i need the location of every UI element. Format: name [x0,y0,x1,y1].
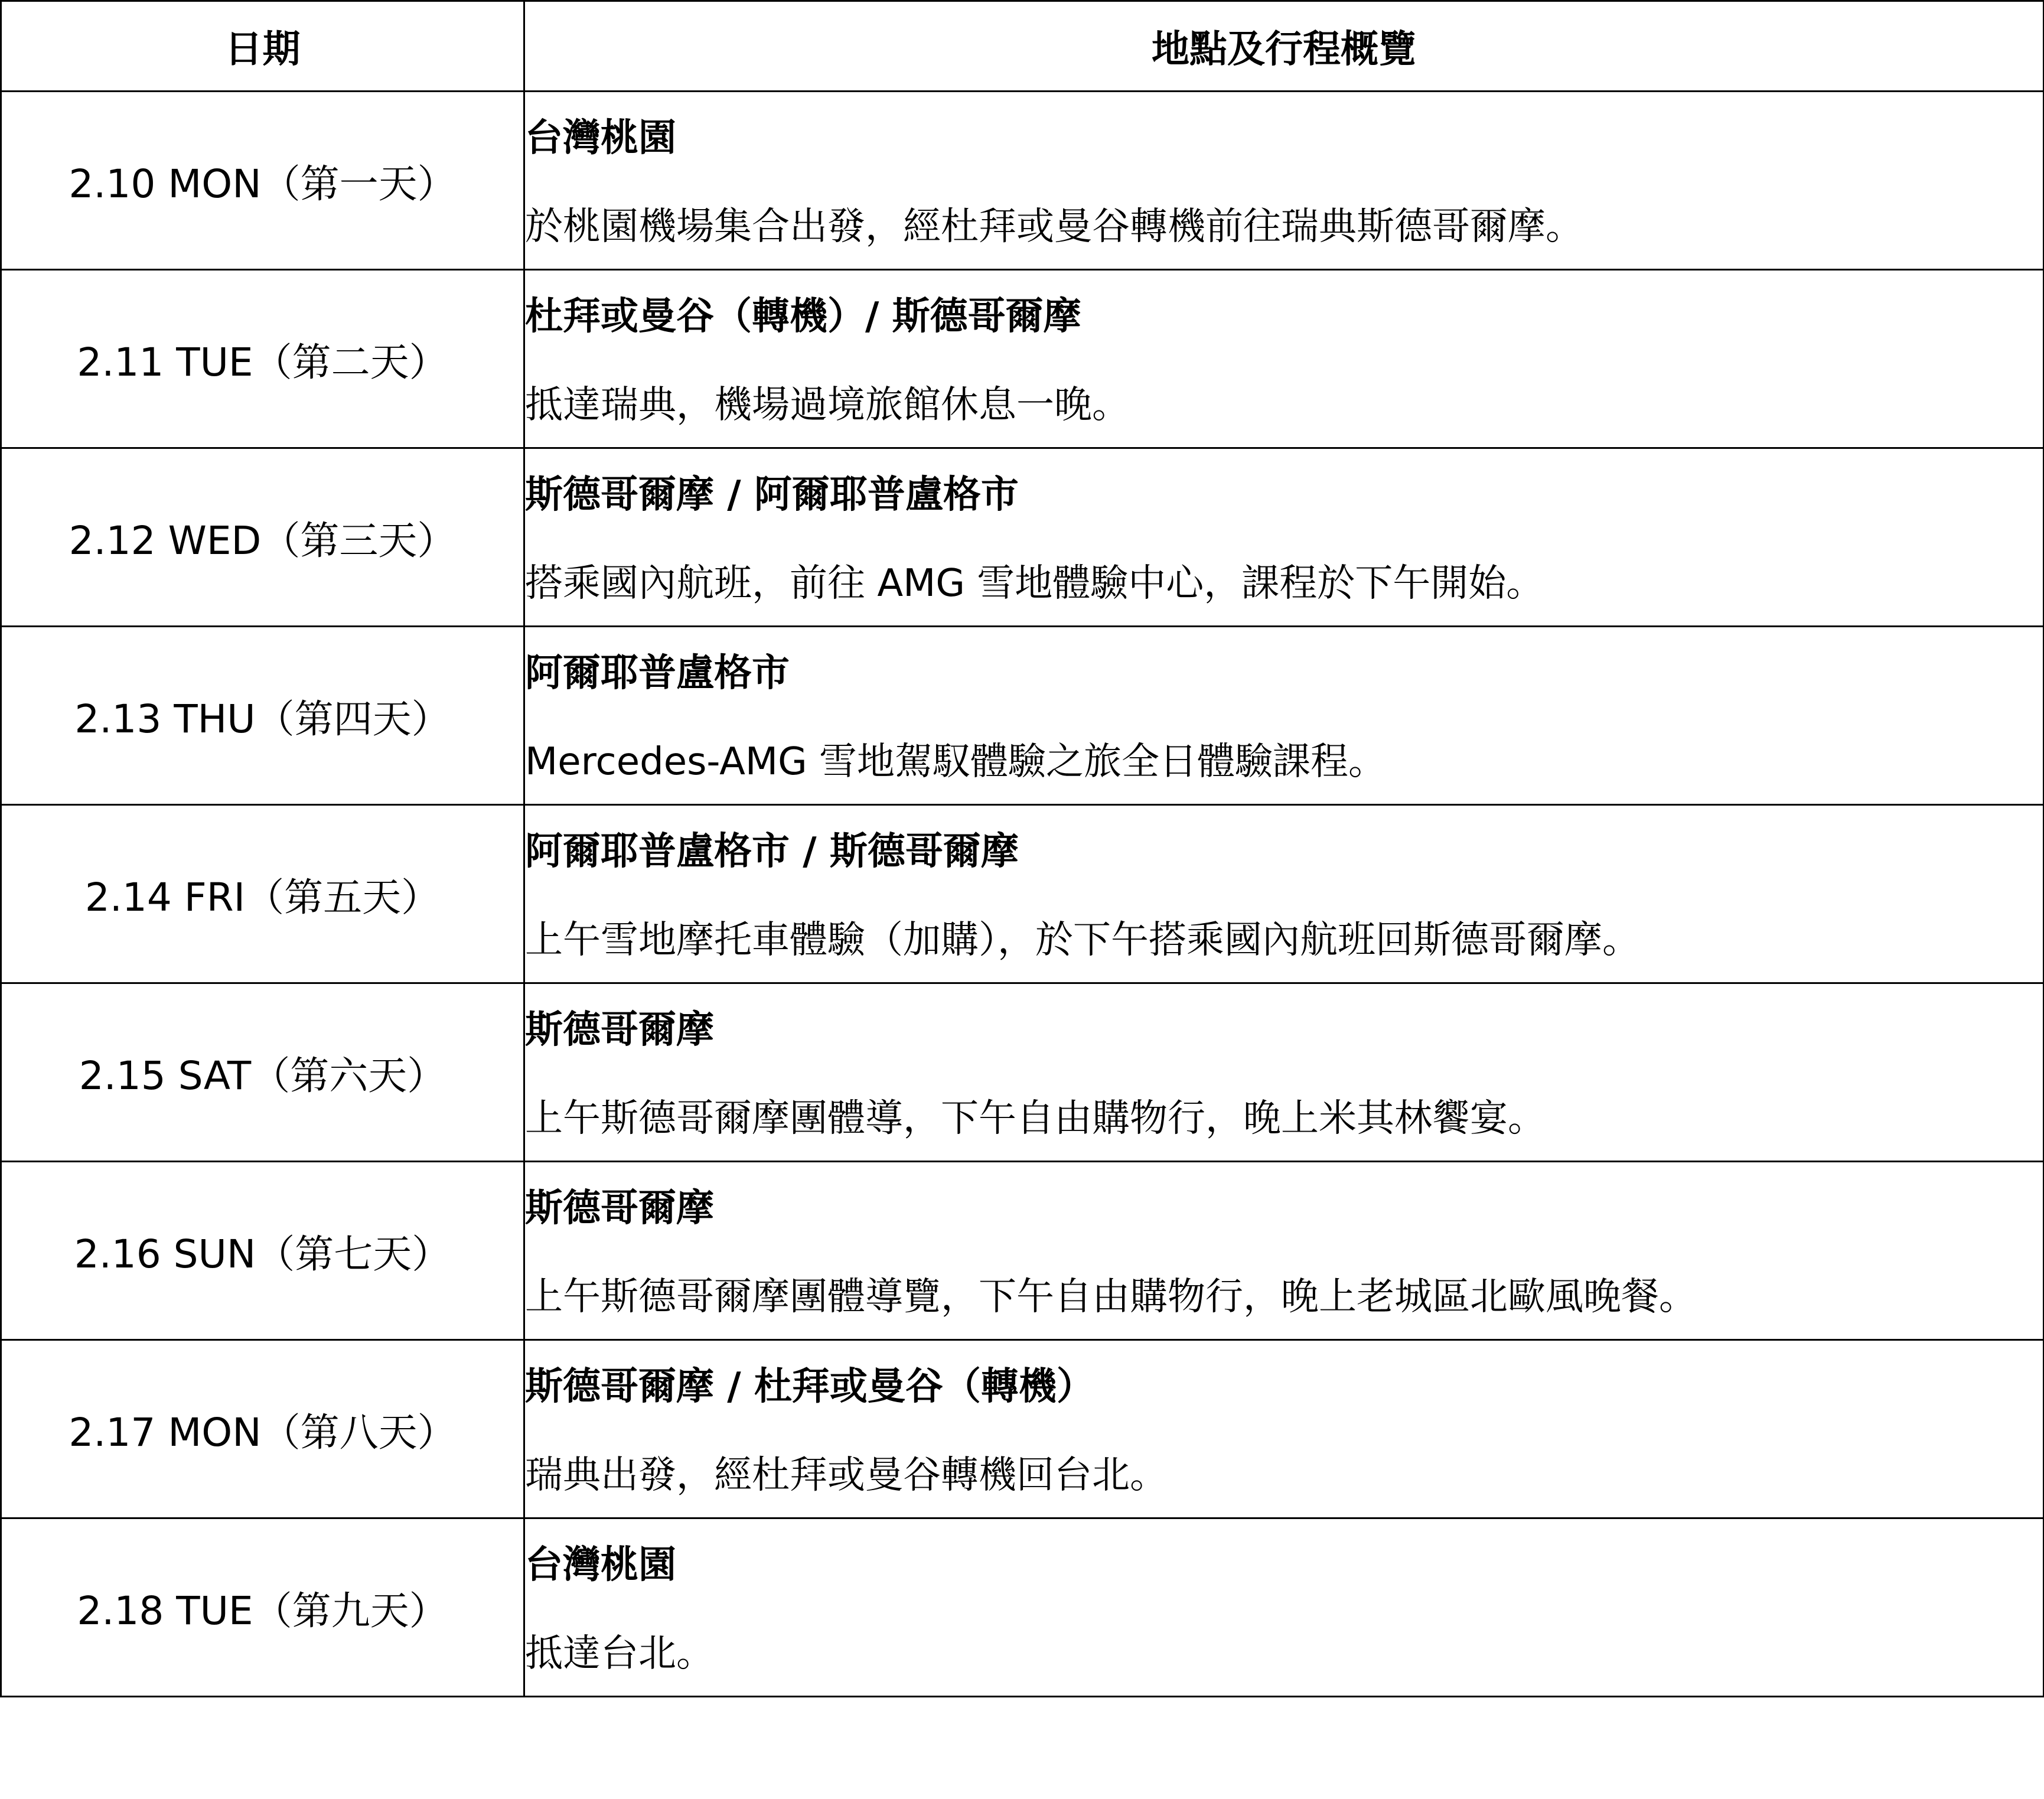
itinerary-summary: 抵達台北。 [525,1632,714,1676]
date-cell: 2.18 TUE（第九天） [1,1518,524,1697]
overview-cell [524,1340,2044,1518]
itinerary-summary: 於桃園機場集合出發，經杜拜或曼谷轉機前往瑞典斯德哥爾摩。 [525,205,1583,249]
itinerary-summary: 上午斯德哥爾摩團體導覽，下午自由購物行，晚上老城區北歐風晚餐。 [525,1275,1697,1319]
overview-cell [524,270,2044,448]
date-cell: 2.17 MON（第八天） [1,1340,524,1518]
table-row [1,805,2044,983]
date-cell: 2.10 MON（第一天） [1,92,524,270]
location-title: 斯德哥爾摩 [525,1187,714,1230]
itinerary-summary: 上午雪地摩托車體驗（加購），於下午搭乘國內航班回斯德哥爾摩。 [525,918,1640,962]
date-cell: 2.12 WED（第三天） [1,448,524,627]
overview-cell [524,1162,2044,1340]
overview-cell [524,627,2044,805]
column-header-overview: 地點及行程概覽 [524,1,2044,92]
column-header-date: 日期 [1,1,524,92]
location-title: 阿爾耶普盧格市 / 斯德哥爾摩 [525,830,1019,874]
itinerary-summary: 搭乘國內航班，前往 AMG 雪地體驗中心，課程於下午開始。 [525,562,1544,605]
table-row [1,983,2044,1162]
date-cell: 2.13 THU（第四天） [1,627,524,805]
table-header-row [1,1,2044,92]
table-row [1,92,2044,270]
table-row [1,448,2044,627]
overview-cell [524,983,2044,1162]
table-row [1,1340,2044,1518]
table-row [1,1162,2044,1340]
overview-cell [524,448,2044,627]
itinerary-summary: 上午斯德哥爾摩團體導，下午自由購物行，晚上米其林饗宴。 [525,1097,1546,1140]
date-cell: 2.11 TUE（第二天） [1,270,524,448]
table-row [1,1518,2044,1697]
date-cell: 2.15 SAT（第六天） [1,983,524,1162]
date-cell: 2.14 FRI（第五天） [1,805,524,983]
location-title: 台灣桃園 [525,1543,676,1587]
itinerary-summary: Mercedes-AMG 雪地駕馭體驗之旅全日體驗課程。 [525,740,1387,784]
location-title: 台灣桃園 [525,116,676,160]
overview-cell [524,1518,2044,1697]
table-row [1,270,2044,448]
location-title: 阿爾耶普盧格市 [525,651,790,695]
location-title: 杜拜或曼谷（轉機）/ 斯德哥爾摩 [525,295,1081,338]
location-title: 斯德哥爾摩 / 杜拜或曼谷（轉機） [525,1365,1094,1409]
itinerary-summary: 瑞典出發，經杜拜或曼谷轉機回台北。 [525,1453,1168,1497]
location-title: 斯德哥爾摩 / 阿爾耶普盧格市 [525,473,1019,517]
itinerary-summary: 抵達瑞典，機場過境旅館休息一晚。 [525,383,1130,427]
location-title: 斯德哥爾摩 [525,1008,714,1052]
date-cell: 2.16 SUN（第七天） [1,1162,524,1340]
table-row [1,627,2044,805]
overview-cell [524,92,2044,270]
overview-cell [524,805,2044,983]
